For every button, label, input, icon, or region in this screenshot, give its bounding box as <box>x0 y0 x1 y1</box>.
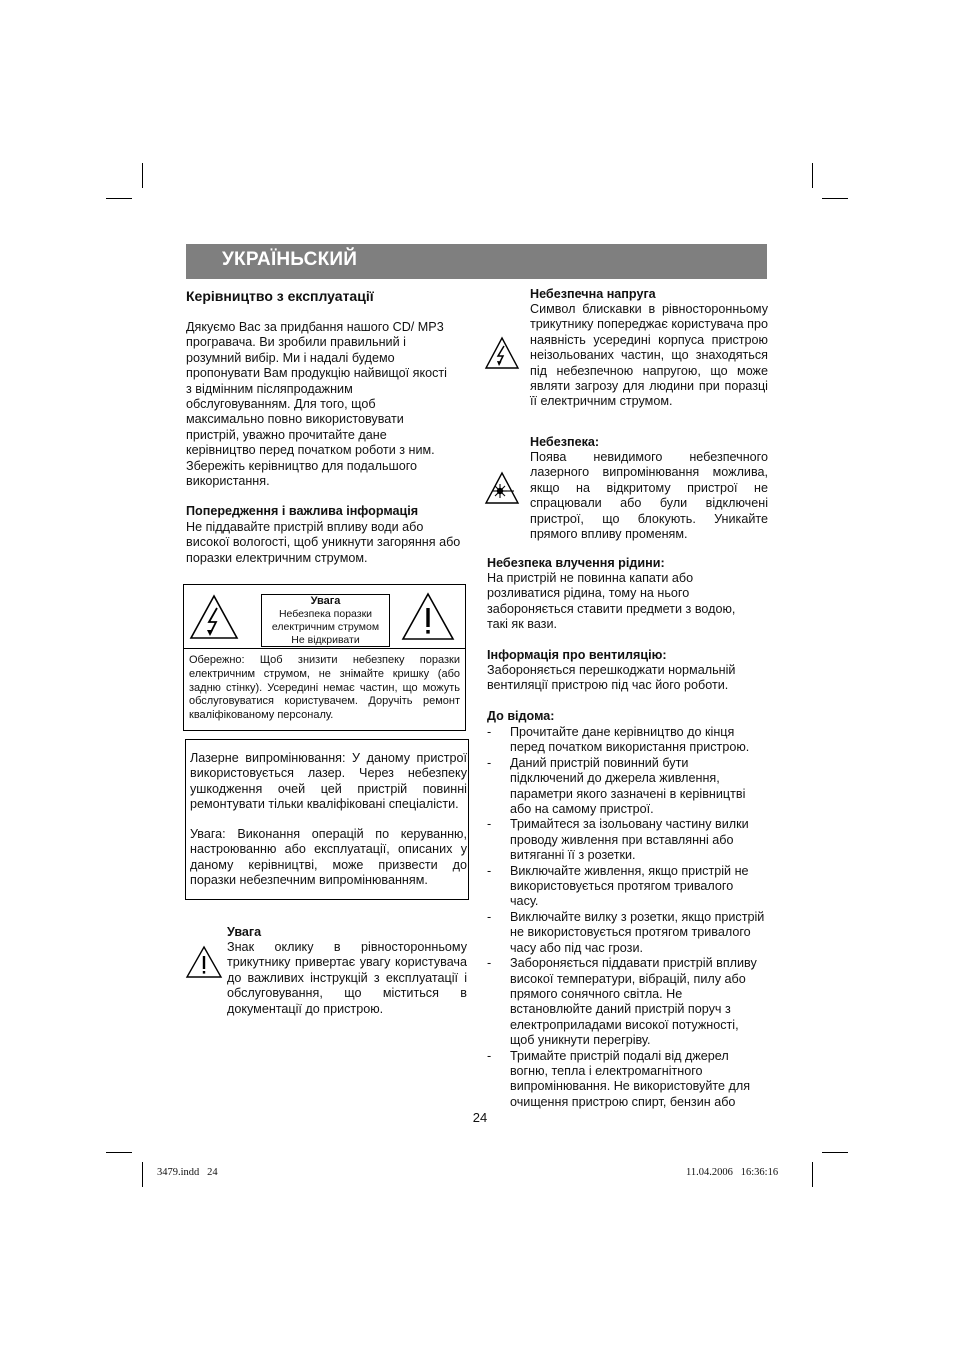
list-item: - Прочитайте дане керівництво до кінця перед початком використання пристрою. <box>487 725 750 755</box>
crop-mark <box>812 1162 813 1187</box>
exclamation-warning-icon <box>400 591 456 643</box>
manual-heading: Керівництво з експлуатації <box>186 288 374 304</box>
list-item: - Виключайте живлення, якщо пристрій не використовується протягом тривалого часу. <box>487 863 749 909</box>
warning-paragraph: Не піддавайте пристрій впливу води або високої вологості, щоб уникнути загоряння або поразки електричним струмом. <box>186 520 461 565</box>
laser-box <box>185 739 469 900</box>
attention-paragraph: Знак оклику в рівносторонньому трикутнику привертає увагу користувача до важливих інструкцій з експлуатації і обслуговування, що міститься в документації до пристрою. <box>227 940 467 1016</box>
list-item: - Забороняється піддавати пристрій впливу високої температури, вібрацій, пилу або прямого сонячного світла. Не встановлюйте даний пристрій поруч з електроприладами високої потужності, щоб уникнути перегріву. <box>487 956 757 1048</box>
crop-mark <box>822 198 848 199</box>
caution-label-line: Не відкривати <box>291 634 360 646</box>
liquid-title: Небезпека влучення рідини: <box>487 556 665 570</box>
liquid-paragraph: На пристрій не повинна капати або розливатися рідина, тому на нього забороняється ставити предмети з водою, такі як вази. <box>487 571 736 632</box>
danger-paragraph: Поява невидимого небезпечного лазерного випромінювання можлива, якщо на відкритому пристрої не спрацювали або були відключені пристрої, що блокують. Уникайте прямого впливу променям. <box>530 450 768 542</box>
ventilation-title: Інформація про вентиляцію: <box>487 648 667 662</box>
list-item: - Даний пристрій повинний бути підключений до джерела живлення, параметри якого зазначені в керівництві або на самому пристрої. <box>487 755 746 817</box>
ventilation-paragraph: Забороняється перешкоджати нормальній вентиляції пристрою під час його роботи. <box>487 663 736 693</box>
caution-label-area <box>184 585 465 649</box>
lightning-warning-icon <box>188 593 240 641</box>
notice-title: До відома: <box>487 709 555 723</box>
crop-mark <box>812 163 813 188</box>
caution-label-line: електричним струмом <box>271 621 380 633</box>
notice-list <box>487 725 765 1110</box>
list-item: - Тримайте пристрій подалі від джерел вогню, тепла і електромагнітного випромінювання. Не використовуйте для очищення пристрою спирт, бензин або <box>487 1048 751 1109</box>
laser-caution-paragraph: Увага: Виконання операцій по керуванню, настроюванню або експлуатації, описаних у даному керівництві, може призвести до поразки небезпечним випромінюванням. <box>190 827 467 888</box>
crop-mark <box>822 1152 848 1153</box>
danger-title: Небезпека: <box>530 435 600 449</box>
intro-paragraph: Дякуємо Вас за придбання нашого CD/ MP3 програвача. Ви зробили правильний і розумний вибір. Ми і надалі будемо пропонувати Вам продукцію найвищої якості з відмінним післяпродажним обслуговуванням. Для того, щоб максимально повно використовувати пристрій, уважно прочитайте дане керівництво перед початком роботи з ним. Збережіть керівництво для подальшого використання. <box>186 320 447 489</box>
caution-label-line: Небезпека поразки <box>278 608 373 620</box>
warning-heading: Попередження і важлива інформація <box>186 504 419 518</box>
crop-mark <box>106 1152 132 1153</box>
voltage-title: Небезпечна напруга <box>530 287 656 301</box>
laser-paragraph: Лазерне випромінювання: У даному пристрої використовується лазер. Через небезпеку ушкодження очей цей пристрій повинні ремонтувати тільки кваліфіковані спеціалісти. <box>190 751 467 812</box>
list-item: - Тримайтеся за ізольовану частину вилки проводу живлення при вставлянні або витяганні її з розетки. <box>487 817 749 863</box>
laser-warning-icon <box>484 471 520 505</box>
footer-timestamp: 11.04.2006 16:36:16 <box>686 1167 779 1178</box>
language-banner <box>186 244 767 279</box>
crop-mark <box>142 163 143 188</box>
crop-mark <box>106 198 132 199</box>
caution-body: Обережно: Щоб знизити небезпеку поразки електричним струмом, не знімайте кришку (або задню стінку). Усередині немає частин, що можуть обслуговуватися користувачем. Доручіть ремонт кваліфікованому персоналу. <box>189 654 460 722</box>
footer-file: 3479.indd 24 <box>157 1167 218 1178</box>
language-title: УКРАЇНЬСКИЙ <box>222 249 358 270</box>
list-item: - Виключайте вилку з розетки, якщо пристрій не використовується протягом тривалого часу або під час грози. <box>487 909 765 955</box>
page-number: 24 <box>472 1110 488 1125</box>
caution-label-title: Увага <box>310 595 341 607</box>
exclamation-triangle-icon <box>185 945 223 979</box>
lightning-triangle-icon <box>484 336 520 370</box>
caution-label <box>261 594 390 647</box>
voltage-paragraph: Символ блискавки в рівносторонньому трикутнику попереджає користувача про наявність усередині корпуса пристрою неізольованих частин, що знаходяться під небезпечною напругою, що може являти загрозу для людини при поразці її електричним струмом. <box>530 302 768 409</box>
crop-mark <box>142 1162 143 1187</box>
attention-title: Увага <box>227 925 262 939</box>
caution-box <box>183 584 466 731</box>
